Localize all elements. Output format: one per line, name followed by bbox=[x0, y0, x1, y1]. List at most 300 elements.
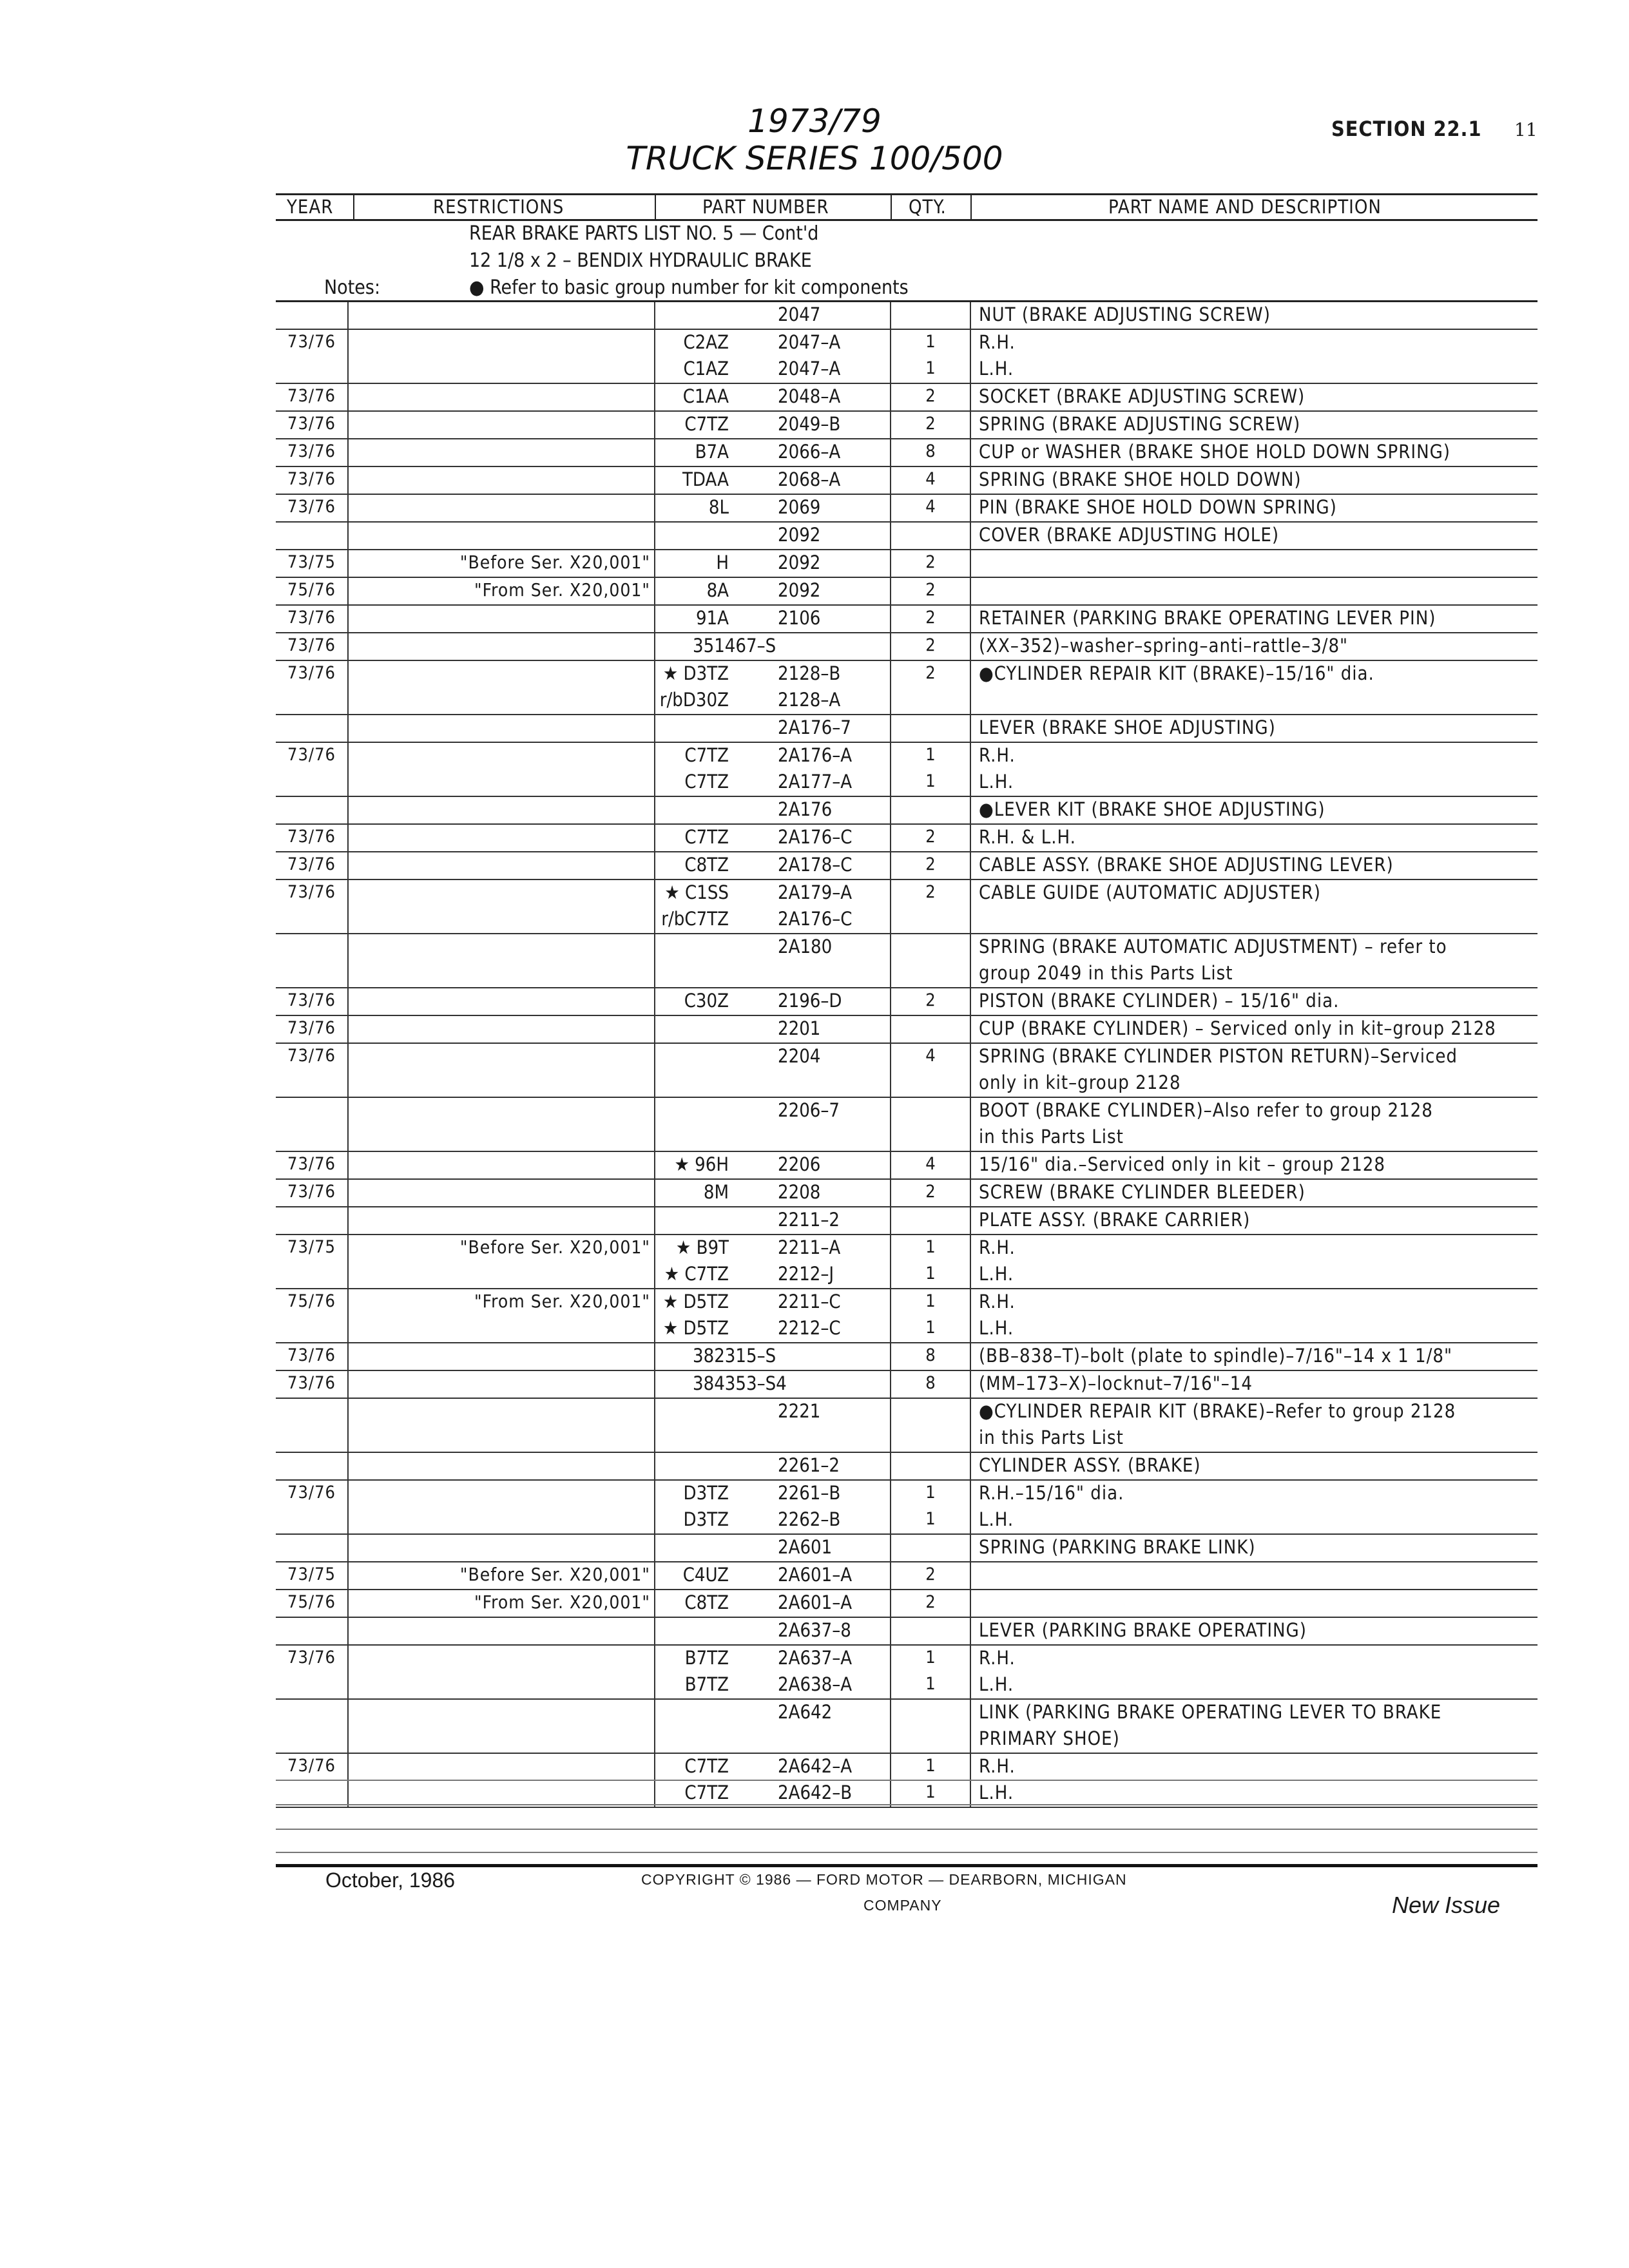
description-value: R.H.–15/16" dia. bbox=[979, 1482, 1124, 1504]
year-cell bbox=[276, 934, 348, 961]
table-row bbox=[276, 907, 1537, 934]
qty-cell bbox=[891, 796, 970, 824]
qty-cell bbox=[891, 1289, 970, 1316]
part-number-cell bbox=[655, 907, 891, 934]
description-value: L.H. bbox=[979, 1263, 1014, 1285]
year-value: 73/76 bbox=[287, 990, 336, 1010]
description-value: in this Parts List bbox=[979, 1126, 1124, 1148]
notes-label: Notes: bbox=[324, 276, 381, 299]
qty-cell bbox=[891, 1262, 970, 1289]
description-value: only in kit–group 2128 bbox=[979, 1072, 1181, 1093]
year-cell bbox=[276, 907, 348, 934]
table-row bbox=[276, 1316, 1537, 1343]
header-divider bbox=[353, 193, 354, 220]
restrictions-cell bbox=[348, 302, 655, 329]
part-base-number: 2A176–C bbox=[778, 826, 853, 848]
description-cell bbox=[970, 1507, 1537, 1534]
description-cell bbox=[970, 356, 1537, 383]
description-value: SPRING (BRAKE CYLINDER PISTON RETURN)–Serviced bbox=[979, 1045, 1458, 1067]
part-base-number: 2A642–B bbox=[778, 1782, 853, 1803]
year-value: 73/76 bbox=[287, 386, 336, 406]
description-value: CABLE GUIDE (AUTOMATIC ADJUSTER) bbox=[979, 881, 1321, 903]
part-number-cell bbox=[655, 1452, 891, 1480]
qty-value: 2 bbox=[925, 663, 936, 683]
part-prefix: C7TZ bbox=[684, 413, 729, 435]
restrictions-cell bbox=[348, 1590, 655, 1617]
restrictions-cell bbox=[348, 660, 655, 687]
qty-cell bbox=[891, 1617, 970, 1645]
table-row bbox=[276, 522, 1537, 550]
part-base-number: 382315–S bbox=[693, 1345, 776, 1367]
year-value: 73/76 bbox=[287, 1756, 336, 1776]
year-cell bbox=[276, 1699, 348, 1726]
part-base-number: 2092 bbox=[778, 579, 821, 601]
description-value: R.H. bbox=[979, 331, 1016, 353]
restrictions-cell bbox=[348, 1507, 655, 1534]
parts-table bbox=[276, 302, 1537, 1808]
qty-value: 2 bbox=[925, 882, 936, 902]
restrictions-cell bbox=[348, 1753, 655, 1780]
description-cell bbox=[970, 1097, 1537, 1124]
part-base-number: 2048–A bbox=[778, 385, 841, 407]
year-value: 73/76 bbox=[287, 1046, 336, 1066]
table-row bbox=[276, 1097, 1537, 1124]
description-cell bbox=[970, 1179, 1537, 1207]
description-cell bbox=[970, 715, 1537, 742]
part-number-cell bbox=[655, 605, 891, 633]
description-cell bbox=[970, 1425, 1537, 1452]
restrictions-cell bbox=[348, 1343, 655, 1370]
description-cell bbox=[970, 1672, 1537, 1699]
part-number-cell bbox=[655, 1507, 891, 1534]
restrictions-cell bbox=[348, 1480, 655, 1507]
table-row bbox=[276, 494, 1537, 522]
part-number-cell bbox=[655, 439, 891, 466]
part-prefix: TDAA bbox=[682, 468, 729, 490]
table-row bbox=[276, 1480, 1537, 1507]
description-cell bbox=[970, 1780, 1537, 1807]
description-value: CUP (BRAKE CYLINDER) – Serviced only in kit–group 2128 bbox=[979, 1017, 1496, 1039]
qty-value: 4 bbox=[925, 497, 936, 517]
part-prefix: C7TZ bbox=[684, 744, 729, 766]
note-kit-components: ● Refer to basic group number for kit components bbox=[469, 276, 909, 299]
table-row bbox=[276, 466, 1537, 494]
part-number-cell bbox=[655, 633, 891, 660]
table-row bbox=[276, 1343, 1537, 1370]
restrictions-cell bbox=[348, 605, 655, 633]
description-cell bbox=[970, 633, 1537, 660]
part-base-number: 2A637–8 bbox=[778, 1619, 851, 1641]
year-value: 73/76 bbox=[287, 1648, 336, 1667]
qty-cell bbox=[891, 961, 970, 988]
page-number: 11 bbox=[1514, 119, 1537, 140]
restrictions-cell bbox=[348, 494, 655, 522]
restrictions-cell bbox=[348, 1070, 655, 1097]
restrictions-cell bbox=[348, 687, 655, 715]
description-value: RETAINER (PARKING BRAKE OPERATING LEVER PIN) bbox=[979, 607, 1436, 629]
year-cell bbox=[276, 411, 348, 439]
part-base-number: 2A642–A bbox=[778, 1755, 853, 1777]
qty-cell bbox=[891, 466, 970, 494]
part-number-cell bbox=[655, 1590, 891, 1617]
year-cell bbox=[276, 1398, 348, 1425]
year-cell bbox=[276, 1617, 348, 1645]
part-prefix: B7TZ bbox=[684, 1673, 729, 1695]
description-cell bbox=[970, 796, 1537, 824]
qty-cell bbox=[891, 934, 970, 961]
year-cell bbox=[276, 1343, 348, 1370]
qty-cell bbox=[891, 1726, 970, 1753]
part-number-cell bbox=[655, 824, 891, 852]
column-header-year: YEAR bbox=[287, 196, 334, 218]
year-value: 73/76 bbox=[287, 635, 336, 655]
table-row bbox=[276, 1507, 1537, 1534]
qty-cell bbox=[891, 1398, 970, 1425]
qty-value: 2 bbox=[925, 386, 936, 406]
part-prefix: C1AA bbox=[682, 385, 729, 407]
year-cell bbox=[276, 1151, 348, 1179]
title-series: TRUCK SERIES 100/500 bbox=[626, 140, 1003, 177]
part-base-number: 2212–C bbox=[778, 1317, 841, 1339]
part-number-cell bbox=[655, 879, 891, 907]
description-cell bbox=[970, 577, 1537, 605]
year-cell bbox=[276, 466, 348, 494]
restrictions-cell bbox=[348, 1015, 655, 1043]
qty-cell bbox=[891, 1207, 970, 1235]
year-cell bbox=[276, 1015, 348, 1043]
year-value: 73/76 bbox=[287, 1182, 336, 1202]
description-cell bbox=[970, 1699, 1537, 1726]
part-base-number: 2047–A bbox=[778, 358, 841, 380]
description-cell bbox=[970, 660, 1537, 687]
restriction-value: "From Ser. X20,001" bbox=[474, 1591, 650, 1613]
year-value: 73/76 bbox=[287, 882, 336, 902]
year-cell bbox=[276, 633, 348, 660]
year-value: 73/75 bbox=[287, 552, 336, 572]
description-cell bbox=[970, 383, 1537, 411]
header-divider bbox=[891, 193, 892, 220]
part-prefix: ★ C7TZ bbox=[664, 1263, 729, 1285]
part-number-cell bbox=[655, 466, 891, 494]
part-number-cell bbox=[655, 1562, 891, 1590]
description-cell bbox=[970, 1207, 1537, 1235]
part-prefix: 8A bbox=[706, 579, 729, 601]
year-cell bbox=[276, 687, 348, 715]
table-row bbox=[276, 934, 1537, 961]
year-cell bbox=[276, 550, 348, 577]
year-cell bbox=[276, 1207, 348, 1235]
table-row bbox=[276, 852, 1537, 879]
description-value: ●CYLINDER REPAIR KIT (BRAKE)–15/16" dia. bbox=[979, 662, 1374, 684]
table-row bbox=[276, 742, 1537, 769]
part-number-cell bbox=[655, 1780, 891, 1807]
description-value: (MM–173–X)–locknut–7/16"–14 bbox=[979, 1372, 1253, 1394]
part-number-cell bbox=[655, 494, 891, 522]
qty-value: 8 bbox=[925, 1345, 936, 1365]
year-cell bbox=[276, 356, 348, 383]
description-value: CUP or WASHER (BRAKE SHOE HOLD DOWN SPRING) bbox=[979, 441, 1451, 463]
blank-rule bbox=[276, 1804, 1537, 1805]
description-cell bbox=[970, 466, 1537, 494]
table-row bbox=[276, 824, 1537, 852]
part-prefix: C4UZ bbox=[682, 1564, 729, 1586]
restrictions-cell bbox=[348, 1151, 655, 1179]
part-prefix: C1AZ bbox=[683, 358, 729, 380]
year-cell bbox=[276, 1097, 348, 1124]
restriction-value: "From Ser. X20,001" bbox=[474, 1291, 650, 1312]
description-value: R.H. & L.H. bbox=[979, 826, 1076, 848]
qty-cell bbox=[891, 383, 970, 411]
part-base-number: 2A601–A bbox=[778, 1564, 853, 1586]
year-cell bbox=[276, 1070, 348, 1097]
description-cell bbox=[970, 605, 1537, 633]
year-cell bbox=[276, 1425, 348, 1452]
qty-value: 2 bbox=[925, 580, 936, 600]
description-cell bbox=[970, 1534, 1537, 1562]
description-value: LEVER (PARKING BRAKE OPERATING) bbox=[979, 1619, 1307, 1641]
restrictions-cell bbox=[348, 961, 655, 988]
blank-rule bbox=[276, 1780, 1537, 1781]
part-base-number: 2A637–A bbox=[778, 1647, 853, 1669]
qty-cell bbox=[891, 1562, 970, 1590]
part-prefix: C2AZ bbox=[683, 331, 729, 353]
part-number-cell bbox=[655, 1124, 891, 1151]
table-row bbox=[276, 302, 1537, 329]
part-prefix: C30Z bbox=[684, 990, 729, 1012]
qty-cell bbox=[891, 742, 970, 769]
description-cell bbox=[970, 824, 1537, 852]
description-cell bbox=[970, 1398, 1537, 1425]
description-value: PIN (BRAKE SHOE HOLD DOWN SPRING) bbox=[979, 496, 1337, 518]
part-number-cell bbox=[655, 1289, 891, 1316]
description-cell bbox=[970, 1562, 1537, 1590]
year-cell bbox=[276, 494, 348, 522]
year-value: 73/76 bbox=[287, 497, 336, 517]
restrictions-cell bbox=[348, 356, 655, 383]
year-cell bbox=[276, 1452, 348, 1480]
part-prefix: ★ D5TZ bbox=[662, 1291, 729, 1312]
part-base-number: 2211–A bbox=[778, 1236, 841, 1258]
description-value: PISTON (BRAKE CYLINDER) – 15/16" dia. bbox=[979, 990, 1340, 1012]
footer-company: COMPANY bbox=[863, 1897, 942, 1914]
restrictions-cell bbox=[348, 1043, 655, 1070]
description-cell bbox=[970, 852, 1537, 879]
part-number-cell bbox=[655, 1179, 891, 1207]
description-value: group 2049 in this Parts List bbox=[979, 962, 1233, 984]
description-value: BOOT (BRAKE CYLINDER)–Also refer to group 2128 bbox=[979, 1099, 1433, 1121]
restrictions-cell bbox=[348, 439, 655, 466]
description-cell bbox=[970, 1151, 1537, 1179]
description-value: R.H. bbox=[979, 1647, 1016, 1669]
part-base-number: 2A176–A bbox=[778, 744, 853, 766]
year-cell bbox=[276, 1753, 348, 1780]
part-base-number: 2128–A bbox=[778, 689, 841, 711]
qty-value: 4 bbox=[925, 469, 936, 489]
table-row bbox=[276, 1672, 1537, 1699]
restrictions-cell bbox=[348, 1699, 655, 1726]
part-base-number: 2092 bbox=[778, 524, 821, 546]
part-number-cell bbox=[655, 550, 891, 577]
year-cell bbox=[276, 1235, 348, 1262]
year-cell bbox=[276, 660, 348, 687]
part-number-cell bbox=[655, 383, 891, 411]
part-number-cell bbox=[655, 1343, 891, 1370]
restrictions-cell bbox=[348, 466, 655, 494]
part-base-number: 2A180 bbox=[778, 936, 833, 957]
description-cell bbox=[970, 302, 1537, 329]
restrictions-cell bbox=[348, 550, 655, 577]
qty-cell bbox=[891, 1151, 970, 1179]
description-cell bbox=[970, 1015, 1537, 1043]
restriction-value: "Before Ser. X20,001" bbox=[459, 1564, 650, 1585]
part-prefix: r/bD30Z bbox=[659, 689, 729, 711]
table-row bbox=[276, 1562, 1537, 1590]
restrictions-cell bbox=[348, 1398, 655, 1425]
table-row bbox=[276, 1179, 1537, 1207]
qty-cell bbox=[891, 879, 970, 907]
description-value: CYLINDER ASSY. (BRAKE) bbox=[979, 1454, 1201, 1476]
description-value: R.H. bbox=[979, 1236, 1016, 1258]
table-row bbox=[276, 383, 1537, 411]
part-base-number: 2049–B bbox=[778, 413, 841, 435]
qty-value: 1 bbox=[925, 1756, 936, 1776]
qty-cell bbox=[891, 494, 970, 522]
restrictions-cell bbox=[348, 329, 655, 356]
restrictions-cell bbox=[348, 1726, 655, 1753]
restrictions-cell bbox=[348, 383, 655, 411]
qty-cell bbox=[891, 356, 970, 383]
description-value: ●LEVER KIT (BRAKE SHOE ADJUSTING) bbox=[979, 798, 1325, 820]
part-base-number: 2092 bbox=[778, 552, 821, 573]
year-value: 75/76 bbox=[287, 580, 336, 600]
table-row bbox=[276, 988, 1537, 1015]
part-base-number: 2A601 bbox=[778, 1536, 833, 1558]
table-row bbox=[276, 1289, 1537, 1316]
qty-cell bbox=[891, 1425, 970, 1452]
qty-cell bbox=[891, 302, 970, 329]
part-number-cell bbox=[655, 356, 891, 383]
year-cell bbox=[276, 1124, 348, 1151]
qty-cell bbox=[891, 769, 970, 796]
part-base-number: 2A179–A bbox=[778, 881, 853, 903]
restrictions-cell bbox=[348, 769, 655, 796]
qty-cell bbox=[891, 1645, 970, 1672]
description-value: SCREW (BRAKE CYLINDER BLEEDER) bbox=[979, 1181, 1306, 1203]
column-header-description: PART NAME AND DESCRIPTION bbox=[1108, 196, 1382, 218]
description-value: NUT (BRAKE ADJUSTING SCREW) bbox=[979, 303, 1271, 325]
part-number-cell bbox=[655, 1672, 891, 1699]
description-cell bbox=[970, 687, 1537, 715]
restrictions-cell bbox=[348, 1207, 655, 1235]
table-row bbox=[276, 1262, 1537, 1289]
description-value: SPRING (PARKING BRAKE LINK) bbox=[979, 1536, 1256, 1558]
restrictions-cell bbox=[348, 1562, 655, 1590]
footer-rule bbox=[276, 1864, 1537, 1867]
year-cell bbox=[276, 329, 348, 356]
restrictions-cell bbox=[348, 1370, 655, 1398]
part-number-cell bbox=[655, 1480, 891, 1507]
description-value: L.H. bbox=[979, 1673, 1014, 1695]
part-number-cell bbox=[655, 1398, 891, 1425]
description-cell bbox=[970, 988, 1537, 1015]
year-cell bbox=[276, 1370, 348, 1398]
qty-cell bbox=[891, 605, 970, 633]
restrictions-cell bbox=[348, 988, 655, 1015]
qty-cell bbox=[891, 687, 970, 715]
part-number-cell bbox=[655, 411, 891, 439]
table-row bbox=[276, 1207, 1537, 1235]
table-row bbox=[276, 1070, 1537, 1097]
list-subheading: 12 1/8 x 2 – BENDIX HYDRAULIC BRAKE bbox=[469, 249, 812, 272]
description-cell bbox=[970, 1480, 1537, 1507]
qty-value: 1 bbox=[925, 1291, 936, 1311]
description-value: L.H. bbox=[979, 1317, 1014, 1339]
part-prefix: D3TZ bbox=[683, 1482, 729, 1504]
restrictions-cell bbox=[348, 1124, 655, 1151]
qty-value: 4 bbox=[925, 1154, 936, 1174]
year-value: 73/76 bbox=[287, 854, 336, 874]
year-cell bbox=[276, 1507, 348, 1534]
restrictions-cell bbox=[348, 1780, 655, 1807]
part-base-number: 2A642 bbox=[778, 1701, 833, 1723]
table-row bbox=[276, 1425, 1537, 1452]
table-row bbox=[276, 1699, 1537, 1726]
part-number-cell bbox=[655, 988, 891, 1015]
description-cell bbox=[970, 907, 1537, 934]
year-cell bbox=[276, 522, 348, 550]
part-base-number: 2211–2 bbox=[778, 1209, 840, 1231]
description-cell bbox=[970, 439, 1537, 466]
part-prefix: 91A bbox=[695, 607, 729, 629]
restrictions-cell bbox=[348, 1316, 655, 1343]
qty-value: 4 bbox=[925, 1046, 936, 1066]
part-base-number: 2196–D bbox=[778, 990, 842, 1012]
footer-copyright: COPYRIGHT © 1986 — FORD MOTOR — DEARBORN, MICHIGAN bbox=[641, 1871, 1127, 1888]
qty-value: 2 bbox=[925, 1182, 936, 1202]
part-number-cell bbox=[655, 1043, 891, 1070]
year-value: 73/76 bbox=[287, 1018, 336, 1038]
description-cell bbox=[970, 1370, 1537, 1398]
qty-value: 1 bbox=[925, 1648, 936, 1667]
year-value: 75/76 bbox=[287, 1291, 336, 1311]
year-value: 73/76 bbox=[287, 469, 336, 489]
part-base-number: 2211–C bbox=[778, 1291, 841, 1312]
table-row bbox=[276, 961, 1537, 988]
year-cell bbox=[276, 1726, 348, 1753]
qty-cell bbox=[891, 1015, 970, 1043]
description-value: L.H. bbox=[979, 771, 1014, 793]
description-cell bbox=[970, 522, 1537, 550]
qty-value: 8 bbox=[925, 1373, 936, 1393]
year-value: 73/76 bbox=[287, 663, 336, 683]
table-row bbox=[276, 329, 1537, 356]
part-number-cell bbox=[655, 1370, 891, 1398]
part-prefix: ★ B9T bbox=[675, 1236, 729, 1258]
qty-cell bbox=[891, 907, 970, 934]
part-base-number: 2204 bbox=[778, 1045, 821, 1067]
table-row bbox=[276, 1015, 1537, 1043]
list-heading: REAR BRAKE PARTS LIST NO. 5 — Cont'd bbox=[469, 222, 819, 245]
description-value: 15/16" dia.–Serviced only in kit – group 2128 bbox=[979, 1153, 1385, 1175]
qty-value: 1 bbox=[925, 358, 936, 378]
part-prefix: B7TZ bbox=[684, 1647, 729, 1669]
part-number-cell bbox=[655, 302, 891, 329]
qty-cell bbox=[891, 1452, 970, 1480]
restriction-value: "Before Ser. X20,001" bbox=[459, 552, 650, 573]
year-cell bbox=[276, 715, 348, 742]
table-row bbox=[276, 796, 1537, 824]
description-value: COVER (BRAKE ADJUSTING HOLE) bbox=[979, 524, 1280, 546]
